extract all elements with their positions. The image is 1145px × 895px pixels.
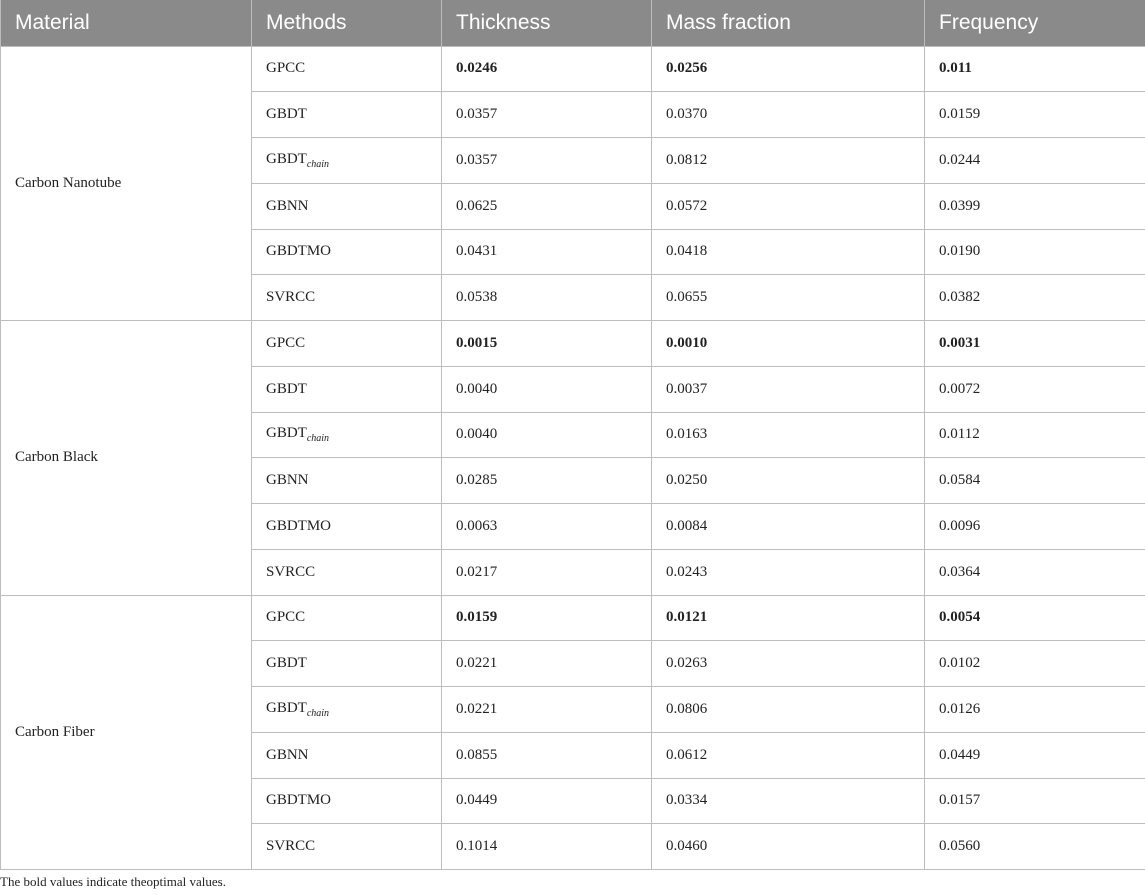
- mass-fraction-cell: 0.0806: [652, 687, 925, 733]
- material-cell: Carbon Black: [1, 321, 252, 596]
- method-name: GBDT: [266, 150, 307, 167]
- mass-fraction-cell: 0.0256: [652, 46, 925, 92]
- table-header: [1, 0, 1145, 46]
- mass-fraction-cell: 0.0263: [652, 641, 925, 687]
- frequency-cell: 0.0190: [925, 229, 1145, 275]
- mass-fraction-cell: 0.0370: [652, 92, 925, 138]
- method-name: GBDT: [266, 380, 307, 397]
- method-cell: [252, 46, 442, 92]
- thickness-cell: 0.0449: [442, 778, 652, 824]
- thickness-cell: 0.0221: [442, 641, 652, 687]
- thickness-cell: 0.0431: [442, 229, 652, 275]
- frequency-cell: 0.0096: [925, 504, 1145, 550]
- method-cell: [252, 138, 442, 184]
- thickness-cell: 0.0357: [442, 138, 652, 184]
- frequency-cell: 0.0584: [925, 458, 1145, 504]
- method-name: GBDTMO: [266, 792, 332, 809]
- mass-fraction-cell: 0.0418: [652, 229, 925, 275]
- method-cell: [252, 229, 442, 275]
- header-thickness: Thickness: [442, 0, 652, 46]
- table-row: [1, 595, 1145, 641]
- frequency-cell: 0.0382: [925, 275, 1145, 321]
- method-cell: [252, 183, 442, 229]
- method-cell: [252, 92, 442, 138]
- table-footnote: The bold values indicate theoptimal values.: [0, 874, 226, 889]
- method-name: GBNN: [266, 472, 309, 489]
- frequency-cell: 0.0244: [925, 138, 1145, 184]
- frequency-cell: 0.0449: [925, 732, 1145, 778]
- material-cell: Carbon Nanotube: [1, 46, 252, 321]
- method-name: GBDT: [266, 655, 307, 672]
- method-cell: [252, 321, 442, 367]
- method-name: GBDT: [266, 425, 307, 442]
- mass-fraction-cell: 0.0334: [652, 778, 925, 824]
- thickness-cell: 0.0221: [442, 687, 652, 733]
- frequency-cell: 0.0560: [925, 824, 1145, 870]
- thickness-cell: 0.1014: [442, 824, 652, 870]
- method-name: GBDTMO: [266, 243, 332, 260]
- material-cell: Carbon Fiber: [1, 595, 252, 870]
- header-material: Material: [1, 0, 252, 46]
- mass-fraction-cell: 0.0243: [652, 549, 925, 595]
- header-mass-fraction: Mass fraction: [652, 0, 925, 46]
- frequency-cell: 0.0112: [925, 412, 1145, 458]
- method-cell: [252, 458, 442, 504]
- method-subscript: chain: [306, 707, 330, 719]
- method-cell: [252, 595, 442, 641]
- thickness-cell: 0.0246: [442, 46, 652, 92]
- frequency-cell: 0.0157: [925, 778, 1145, 824]
- mass-fraction-cell: 0.0163: [652, 412, 925, 458]
- header-methods: Methods: [252, 0, 442, 46]
- thickness-cell: 0.0538: [442, 275, 652, 321]
- frequency-cell: 0.0031: [925, 321, 1145, 367]
- thickness-cell: 0.0357: [442, 92, 652, 138]
- method-name: GBDT: [266, 699, 307, 716]
- thickness-cell: 0.0040: [442, 412, 652, 458]
- method-name: GPCC: [266, 334, 306, 351]
- mass-fraction-cell: 0.0612: [652, 732, 925, 778]
- method-name: SVRCC: [266, 563, 316, 580]
- method-cell: [252, 504, 442, 550]
- method-name: GBDT: [266, 106, 307, 123]
- mass-fraction-cell: 0.0037: [652, 366, 925, 412]
- method-name: SVRCC: [266, 838, 316, 855]
- method-name: GPCC: [266, 60, 306, 77]
- frequency-cell: 0.011: [925, 46, 1145, 92]
- method-cell: [252, 732, 442, 778]
- method-subscript: chain: [306, 433, 330, 445]
- frequency-cell: 0.0102: [925, 641, 1145, 687]
- mass-fraction-cell: 0.0572: [652, 183, 925, 229]
- thickness-cell: 0.0855: [442, 732, 652, 778]
- mass-fraction-cell: 0.0812: [652, 138, 925, 184]
- method-cell: [252, 275, 442, 321]
- thickness-cell: 0.0285: [442, 458, 652, 504]
- frequency-cell: 0.0126: [925, 687, 1145, 733]
- thickness-cell: 0.0159: [442, 595, 652, 641]
- method-subscript: chain: [306, 158, 330, 170]
- method-cell: [252, 687, 442, 733]
- table-row: [1, 46, 1145, 92]
- thickness-cell: 0.0040: [442, 366, 652, 412]
- frequency-cell: 0.0399: [925, 183, 1145, 229]
- mass-fraction-cell: 0.0084: [652, 504, 925, 550]
- table-body: [1, 46, 1145, 870]
- method-name: GBNN: [266, 197, 309, 214]
- thickness-cell: 0.0217: [442, 549, 652, 595]
- method-cell: [252, 824, 442, 870]
- mass-fraction-cell: 0.0655: [652, 275, 925, 321]
- method-cell: [252, 549, 442, 595]
- mass-fraction-cell: 0.0460: [652, 824, 925, 870]
- mass-fraction-cell: 0.0010: [652, 321, 925, 367]
- header-frequency: Frequency: [925, 0, 1145, 46]
- frequency-cell: 0.0159: [925, 92, 1145, 138]
- mass-fraction-cell: 0.0121: [652, 595, 925, 641]
- method-cell: [252, 366, 442, 412]
- frequency-cell: 0.0072: [925, 366, 1145, 412]
- mass-fraction-cell: 0.0250: [652, 458, 925, 504]
- method-name: GPCC: [266, 609, 306, 626]
- thickness-cell: 0.0015: [442, 321, 652, 367]
- table-row: [1, 321, 1145, 367]
- method-name: GBNN: [266, 746, 309, 763]
- method-cell: [252, 412, 442, 458]
- thickness-cell: 0.0625: [442, 183, 652, 229]
- method-name: GBDTMO: [266, 517, 332, 534]
- frequency-cell: 0.0364: [925, 549, 1145, 595]
- method-name: SVRCC: [266, 289, 316, 306]
- thickness-cell: 0.0063: [442, 504, 652, 550]
- method-cell: [252, 641, 442, 687]
- header-row: [1, 0, 1145, 46]
- frequency-cell: 0.0054: [925, 595, 1145, 641]
- method-cell: [252, 778, 442, 824]
